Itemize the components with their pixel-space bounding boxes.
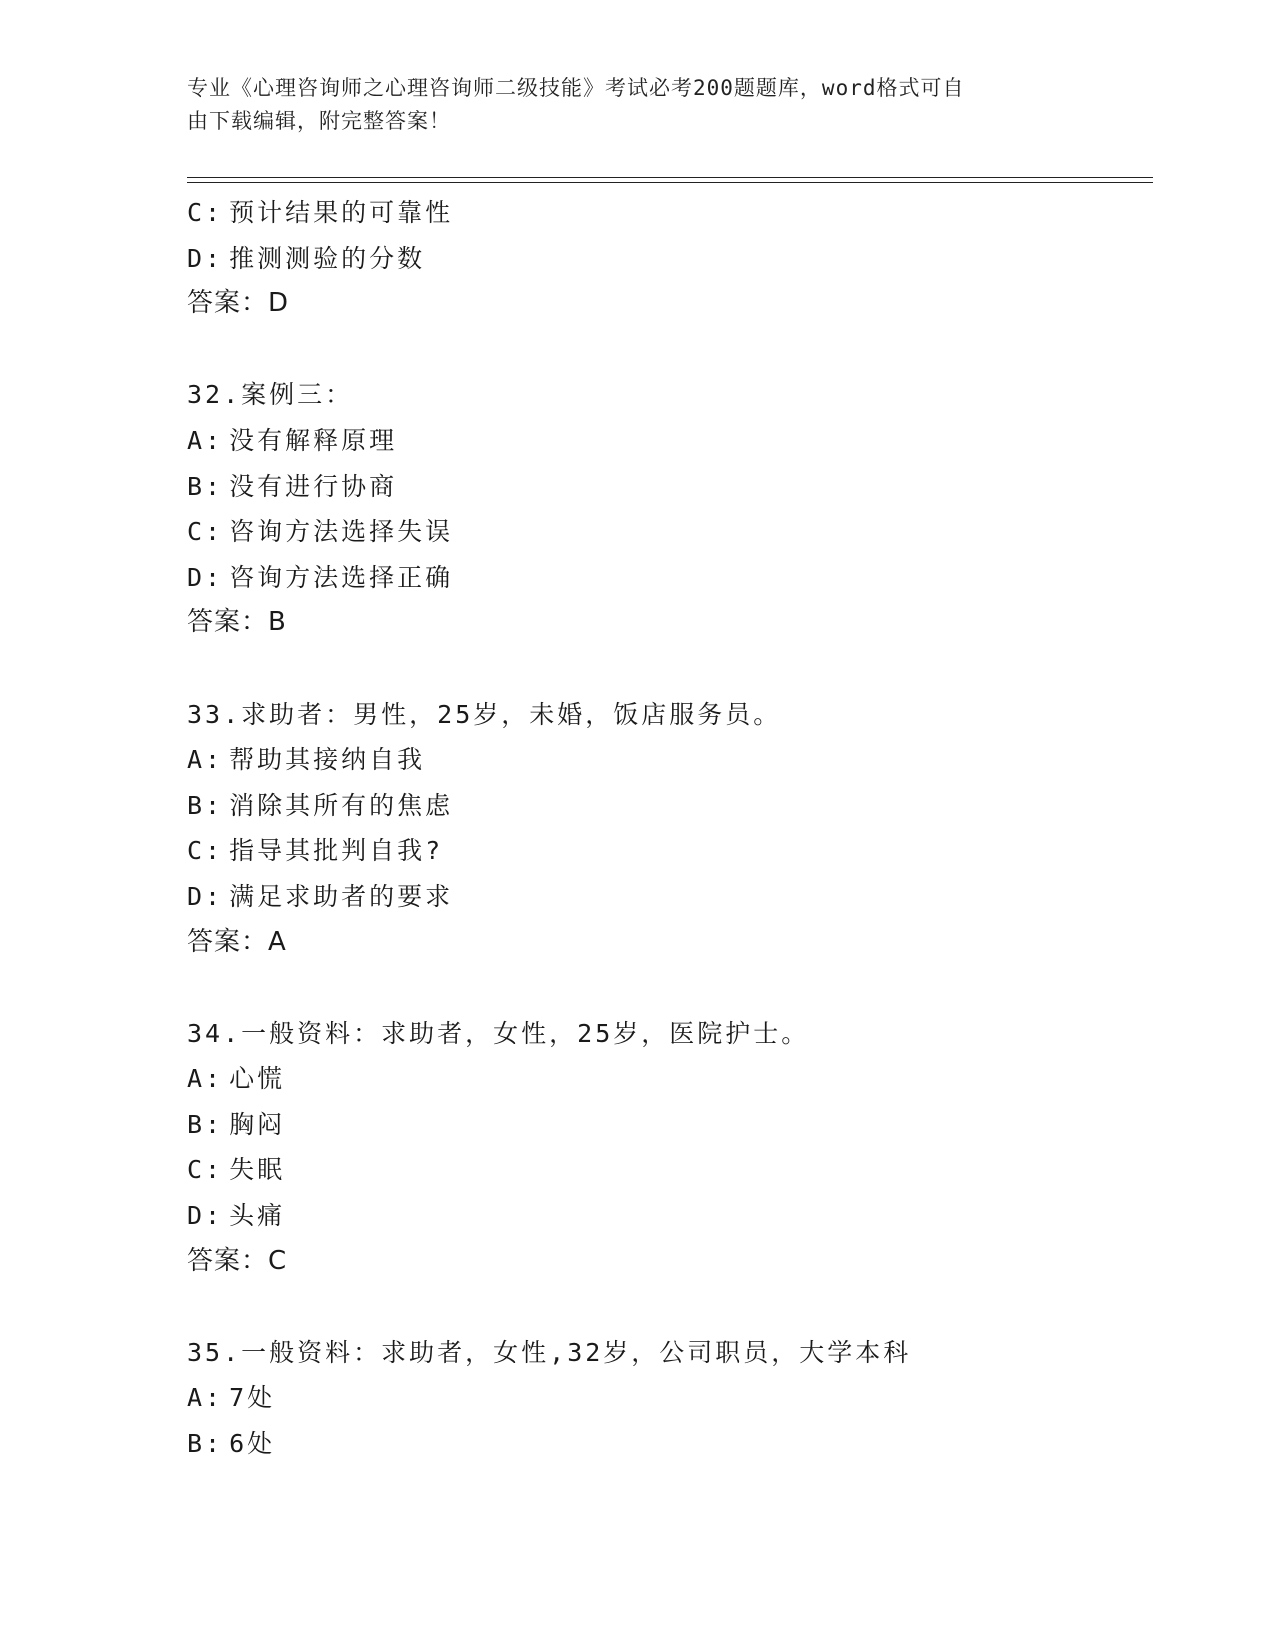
option-d: D: 咨询方法选择正确 xyxy=(187,562,454,592)
option-c: C: 指导其批判自我? xyxy=(187,836,444,866)
question-35 xyxy=(187,1330,1187,1467)
option-a: A: 心慌 xyxy=(187,1064,286,1094)
answer-line: 答案：B xyxy=(187,607,287,638)
option-c: C: 咨询方法选择失误 xyxy=(187,517,454,547)
option-b: B: 6处 xyxy=(187,1429,276,1459)
option-a: A: 7处 xyxy=(187,1383,276,1413)
option-d: D: 满足求助者的要求 xyxy=(187,881,454,911)
question-33 xyxy=(187,692,1187,966)
question-list xyxy=(187,190,1187,1467)
option-a: A: 没有解释原理 xyxy=(187,425,398,455)
question-stem: 35.一般资料：求助者，女性,32岁，公司职员，大学本科 xyxy=(187,1337,912,1367)
option-b: B: 胸闷 xyxy=(187,1109,286,1139)
option-b: B: 消除其所有的焦虑 xyxy=(187,790,454,820)
question-31 xyxy=(187,190,1187,327)
answer-line: 答案：C xyxy=(187,1245,288,1276)
answer-line: 答案：A xyxy=(187,926,287,957)
header-divider-bottom xyxy=(187,182,1153,183)
question-32 xyxy=(187,372,1187,646)
question-stem: 32.案例三： xyxy=(187,380,354,410)
option-d: D: 推测测验的分数 xyxy=(187,243,426,273)
question-stem: 33.求助者：男性，25岁，未婚，饭店服务员。 xyxy=(187,699,782,729)
question-34 xyxy=(187,1011,1187,1285)
header-line-2: 由下载编辑，附完整答案！ xyxy=(187,109,451,133)
question-stem: 34.一般资料：求助者，女性，25岁，医院护士。 xyxy=(187,1018,810,1048)
header-divider-top xyxy=(187,177,1153,178)
option-c: C: 预计结果的可靠性 xyxy=(187,198,454,227)
option-a: A: 帮助其接纳自我 xyxy=(187,745,426,775)
answer-line: 答案：D xyxy=(187,288,290,319)
option-c: C: 失眠 xyxy=(187,1155,286,1185)
option-d: D: 头痛 xyxy=(187,1201,286,1231)
header-line-1: 专业《心理咨询师之心理咨询师二级技能》考试必考200题题库，word格式可自 xyxy=(187,76,965,100)
option-b: B: 没有进行协商 xyxy=(187,471,398,501)
document-header xyxy=(187,72,1067,138)
